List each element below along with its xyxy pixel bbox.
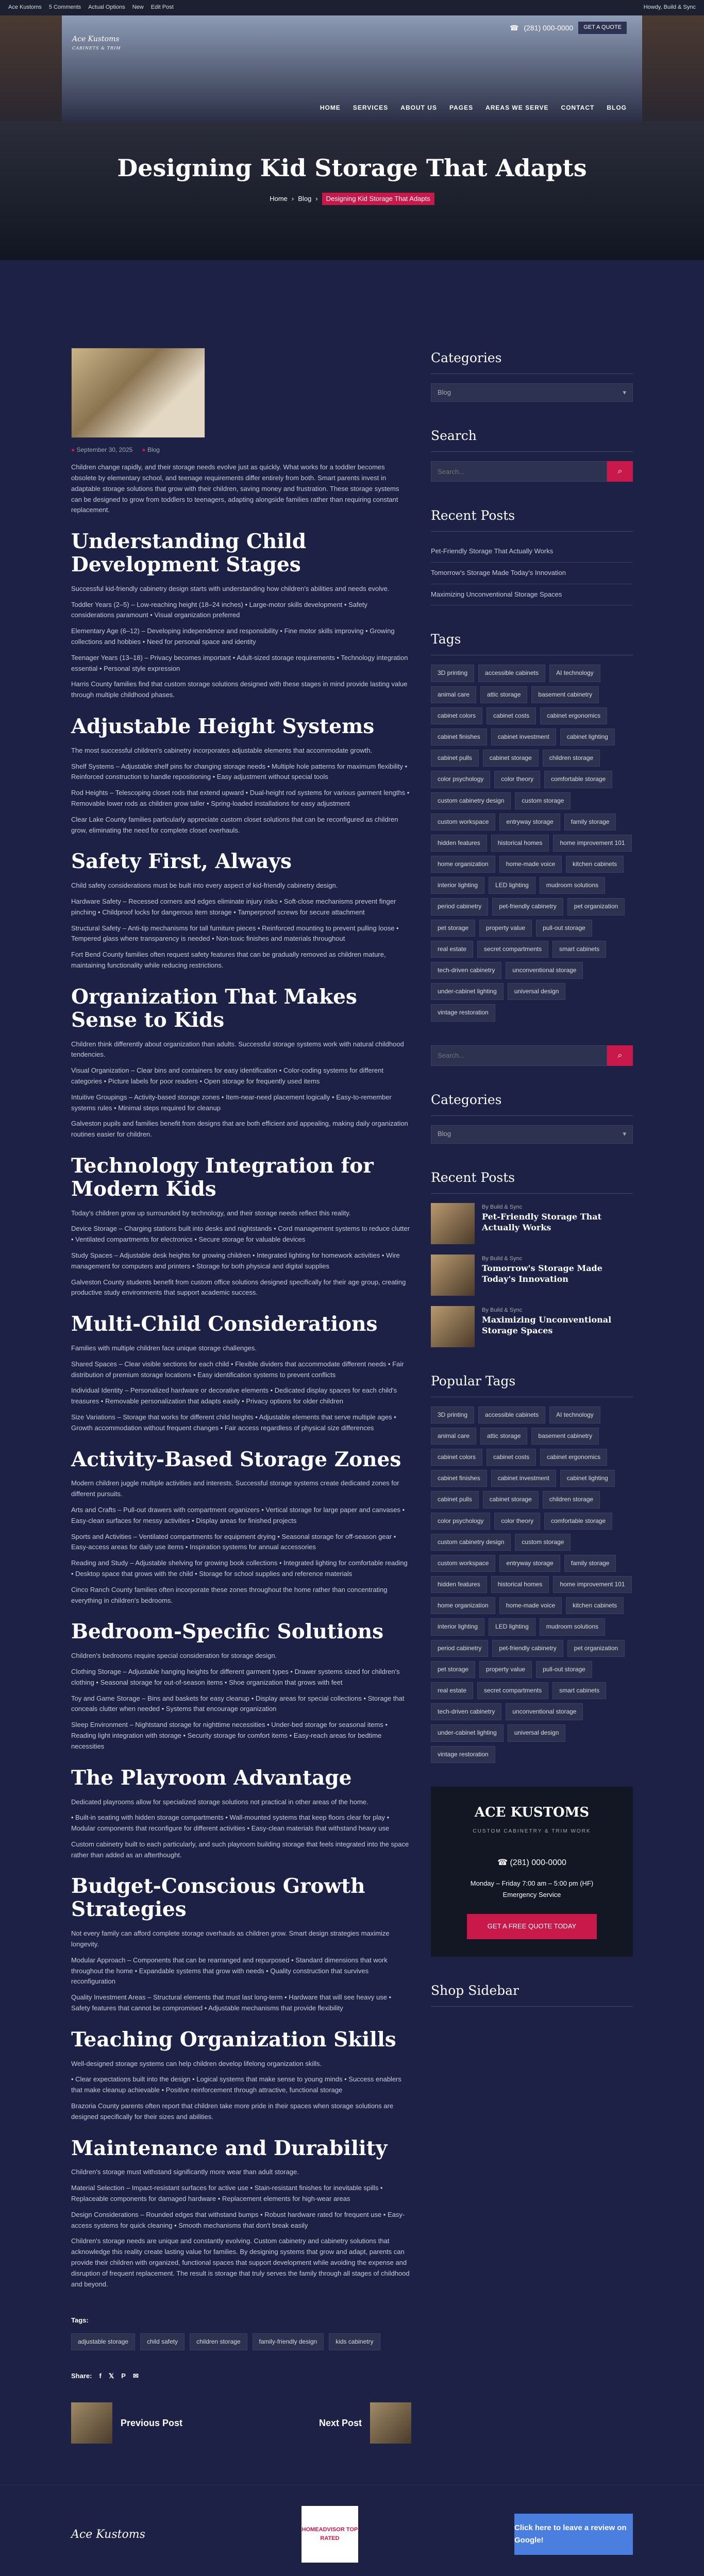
section-paragraph: Visual Organization – Clear bins and containers for easy identification • Color-coding systems for different categories • Picture labels for poor readers • Open storage for frequently used items — [71, 1066, 383, 1085]
tag-link[interactable]: cabinet storage — [483, 1491, 539, 1508]
section-paragraph: Toddler Years (2–5) – Low-reaching height (18–24 inches) • Large-motor skills development • Safety considerations paramount • Visual organization preferred — [71, 600, 367, 619]
tag-link[interactable]: home-made voice — [499, 856, 562, 873]
tag-link[interactable]: kitchen cabinets — [566, 856, 624, 873]
page-hero — [0, 121, 704, 260]
tag-link[interactable]: custom storage — [515, 792, 571, 809]
section-paragraph: Sleep Environment – Nightstand storage for nighttime necessities • Under-bed storage for seasonal items • Reading light integration with storage • Security storage for comfort items • Easy-reach areas for bedtime necessities — [71, 1721, 388, 1750]
tag-link[interactable]: period cabinetry — [431, 898, 488, 915]
tag-link[interactable]: vintage restoration — [431, 1004, 495, 1021]
tag-link[interactable]: cabinet lighting — [560, 728, 615, 745]
section-paragraph: Custom cabinetry built to each particularly, and such playroom building storage that feels integrated into the space rather than added as an afterthought. — [71, 1840, 409, 1859]
section-paragraph: Child safety considerations must be built into every aspect of kid-friendly cabinetry design. — [71, 882, 338, 890]
post-section — [71, 1620, 411, 1752]
tag-link[interactable]: unconventional storage — [506, 962, 583, 979]
tag-link[interactable]: mudroom solutions — [540, 877, 605, 894]
admin-new[interactable]: New — [132, 4, 144, 11]
nav-about[interactable]: ABOUT US — [400, 104, 437, 111]
tag-link[interactable]: under-cabinet lighting — [431, 983, 504, 1000]
tag-link[interactable]: pet-friendly cabinetry — [492, 898, 563, 915]
widget-title: Tags — [431, 629, 633, 655]
post-tags — [71, 2333, 411, 2350]
pinterest-icon[interactable]: P — [121, 2372, 126, 2380]
post-section — [71, 2137, 411, 2290]
post-thumb — [431, 1203, 475, 1244]
post-section — [71, 530, 411, 701]
tag-link[interactable]: pet-friendly cabinetry — [492, 1640, 563, 1657]
section-paragraph: Dedicated playrooms allow for specialized storage solutions not practical in other areas of the home. — [71, 1798, 368, 1806]
tag-link[interactable]: cabinet ergonomics — [540, 1449, 607, 1466]
shop-sidebar — [431, 1980, 633, 2007]
post-navigation — [71, 2402, 411, 2444]
page-title: Designing Kid Storage That Adapts — [117, 154, 587, 182]
section-paragraph: Elementary Age (6–12) – Developing independence and responsibility • Fine motor skills improving • Growing collections and hobbies • Need for personal space and identity — [71, 627, 395, 646]
tag-link[interactable]: tech-driven cabinetry — [431, 962, 501, 979]
email-icon[interactable]: ✉ — [132, 2372, 139, 2380]
section-paragraph: Material Selection – Impact-resistant surfaces for active use • Stain-resistant finishes for inevitable spills • Replaceable components for damaged hardware • Replacement elements for high-wear areas — [71, 2184, 383, 2203]
tag-link[interactable]: home improvement 101 — [553, 1576, 631, 1593]
prev-label: Previous Post — [121, 2417, 183, 2428]
recent-post-link[interactable]: Maximizing Unconventional Storage Spaces — [431, 584, 633, 606]
tag-link[interactable]: smart cabinets — [552, 941, 606, 958]
section-heading: Technology Integration for Modern Kids — [71, 1154, 374, 1201]
recent-post-card[interactable] — [431, 1255, 633, 1296]
tag-link[interactable]: accessible cabinets — [478, 1406, 545, 1423]
section-paragraph: Modular Approach – Components that can be rearranged and repurposed • Standard dimensions that work throughout the home • Expandable systems that grow with needs • Quality construction that survives reconfiguration — [71, 1956, 388, 1986]
tag-link[interactable]: children storage — [543, 750, 600, 767]
section-paragraph: Teenager Years (13–18) – Privacy becomes important • Adult-sized storage requirements • Technology integration essential • Personal style expression — [71, 653, 408, 672]
section-paragraph: Rod Heights – Telescoping closet rods that extend upward • Dual-height rod systems for various garment lengths • Removable lower rods as children grow taller • Spring-loaded installations for easy adjustment — [71, 789, 410, 808]
section-paragraph: • Clear expectations built into the design • Logical systems that make sense to young minds • Success enablers that make cleanup achievable • Positive reinforcement through attractive, functional storage — [71, 2075, 401, 2094]
tag-link[interactable]: cabinet colors — [431, 1449, 482, 1466]
admin-howdy[interactable]: Howdy, Build & Sync — [643, 4, 696, 11]
tag-link[interactable]: cabinet storage — [483, 750, 539, 767]
next-post[interactable] — [319, 2402, 411, 2444]
tag-link[interactable]: cabinet costs — [487, 1449, 536, 1466]
post-author: By Build & Sync — [482, 1255, 523, 1262]
section-paragraph: Galveston pupils and families benefit from designs that are both efficient and appealing, making daily organization routines easier for children. — [71, 1120, 408, 1139]
nav-services[interactable]: SERVICES — [353, 104, 389, 111]
tag-link[interactable]: children storage — [543, 1491, 600, 1508]
category-select[interactable] — [431, 383, 633, 402]
tag-cloud — [431, 665, 633, 1021]
footer-logo[interactable]: Ace Kustoms — [71, 2528, 145, 2541]
section-heading: Adjustable Height Systems — [71, 715, 375, 739]
section-heading: Multi-Child Considerations — [71, 1312, 378, 1336]
select-value: Blog — [438, 1130, 451, 1138]
post-intro: Children change rapidly, and their storage needs evolve just as quickly. What works for a toddler becomes obsolete by elementary school, and teenage requirements differ entirely from both. Smart parents invest in adaptable storage solutions that grow with their children, saving money and frustration. These storage systems can be designed to grow from toddlers to teenagers, adapting alongside families rather than requiring constant replacement. — [71, 463, 399, 514]
tag-link[interactable]: pet storage — [431, 920, 475, 937]
tag-link[interactable]: real estate — [431, 941, 473, 958]
sidebar — [431, 348, 633, 2464]
tag-link[interactable]: AI technology — [549, 665, 600, 682]
post-author: By Build & Sync — [482, 1307, 523, 1313]
section-paragraph: Clear Lake County families particularly appreciate custom closet solutions that can be reconfigured as children grow, eliminating the need for complete closet overhauls. — [71, 815, 398, 834]
tag-link[interactable]: property value — [479, 1661, 532, 1678]
admin-comments[interactable]: 5 Comments — [48, 4, 81, 11]
widget-title: Popular Tags — [431, 1371, 633, 1397]
widget-title: Categories — [431, 1090, 633, 1116]
tag-link[interactable]: pull-out storage — [536, 1661, 592, 1678]
section-heading: Activity-Based Storage Zones — [71, 1447, 401, 1471]
cta-brand: ACE KUSTOMS — [474, 1804, 590, 1820]
section-paragraph: Harris County families find that custom storage solutions designed with these stages in mind provide lasting value through multiple childhood phases. — [71, 680, 408, 699]
tag-link[interactable]: 3D printing — [431, 665, 474, 682]
tag-link[interactable]: comfortable storage — [544, 771, 612, 788]
tag-link[interactable]: kids cabinetry — [329, 2333, 380, 2350]
quote-button[interactable]: GET A QUOTE — [578, 22, 627, 34]
nav-home[interactable]: HOME — [320, 104, 341, 111]
recent-posts-widget — [431, 505, 633, 605]
tag-link[interactable]: AI technology — [549, 1406, 600, 1423]
post-section — [71, 1313, 411, 1433]
site-footer — [0, 2485, 704, 2576]
section-paragraph: Size Variations – Storage that works for different child heights • Adjustable elements that serve multiple ages • Growth accommodation without frequent changes • Fair access regardless of physical size differences — [71, 1413, 396, 1432]
admin-bar — [0, 0, 704, 15]
nav-contact[interactable]: CONTACT — [561, 104, 595, 111]
section-paragraph: Hardware Safety – Recessed corners and edges eliminate injury risks • Soft-close mechanisms prevent finger pinching • Childproof locks for dangerous item storage • Tamperproof screws for secure attachment — [71, 897, 396, 916]
tag-cloud — [431, 1406, 633, 1763]
post-section — [71, 715, 411, 836]
section-heading: Bedroom-Specific Solutions — [71, 1620, 384, 1644]
search-icon: ⌕ — [617, 1050, 623, 1060]
section-paragraph: Toy and Game Storage – Bins and baskets for easy cleanup • Display areas for special collections • Storage that conceals clutter when needed • Systems that encourage organization — [71, 1694, 405, 1713]
homeadvisor-badge[interactable]: HOMEADVISOR TOP RATED — [301, 2506, 358, 2563]
nav-areas[interactable]: AREAS WE SERVE — [485, 104, 549, 111]
post-title: Maximizing Unconventional Storage Spaces — [482, 1315, 612, 1335]
post-section — [71, 1875, 411, 2013]
tag-link[interactable]: comfortable storage — [544, 1513, 612, 1530]
post-thumb — [431, 1306, 475, 1347]
prev-post[interactable] — [71, 2402, 182, 2444]
phone-icon: ☎ — [497, 1858, 510, 1868]
section-paragraph: Shared Spaces – Clear visible sections for each child • Flexible dividers that accommodate different needs • Fair distribution of premium storage locations • Easy identification systems to prevent conflicts — [71, 1360, 404, 1379]
section-paragraph: Study Spaces – Adjustable desk heights for growing children • Integrated lighting for homework activities • Wire management for computers and printers • Storage for both physical and digital supplies — [71, 1251, 400, 1270]
tag-link[interactable]: home improvement 101 — [553, 835, 631, 852]
admin-edit-post[interactable]: Edit Post — [150, 4, 174, 11]
tag-link[interactable]: LED lighting — [489, 1618, 535, 1635]
search-button[interactable] — [607, 461, 633, 482]
next-label: Next Post — [319, 2417, 362, 2428]
tag-link[interactable]: color theory — [494, 771, 540, 788]
tag-link[interactable]: 3D printing — [431, 1406, 474, 1423]
tag-link[interactable]: custom workspace — [431, 814, 495, 831]
post-content — [71, 348, 411, 2464]
tag-link[interactable]: historical homes — [491, 835, 549, 852]
tag-link[interactable]: vintage restoration — [431, 1746, 495, 1763]
section-paragraph: Cinco Ranch County families often incorporate these zones throughout the home rather than concentrating everything in children's bedrooms. — [71, 1585, 388, 1604]
search-button[interactable] — [607, 1045, 633, 1066]
site-logo[interactable] — [72, 25, 129, 61]
admin-options[interactable]: Actual Options — [88, 4, 125, 11]
section-paragraph: Shelf Systems – Adjustable shelf pins for changing storage needs • Multiple hole patterns for maximum flexibility • Reinforced construction to handle repositioning • Easy adjustment without special tools — [71, 762, 408, 781]
featured-image — [71, 348, 205, 438]
cta-hours: Monday – Friday 7:00 am – 5:00 pm (HF) — [470, 1879, 594, 1887]
breadcrumb — [0, 193, 704, 206]
tag-link[interactable]: basement cabinetry — [531, 1428, 599, 1445]
select-value: Blog — [438, 388, 451, 396]
cta-phone-number: (281) 000-0000 — [510, 1858, 566, 1868]
site-header — [0, 15, 704, 121]
tag-link[interactable]: secret compartments — [477, 1682, 548, 1699]
nav-pages[interactable]: PAGES — [449, 104, 474, 111]
tag-link[interactable]: pet storage — [431, 1661, 475, 1678]
post-section — [71, 2028, 411, 2123]
recent-post-card[interactable] — [431, 1203, 633, 1244]
nav-blog[interactable]: BLOG — [607, 104, 627, 111]
section-paragraph: Families with multiple children face unique storage challenges. — [71, 1344, 257, 1352]
contact-cta — [431, 1787, 633, 1957]
section-paragraph: Children's storage must withstand significantly more wear than adult storage. — [71, 2168, 299, 2176]
section-paragraph: Children's bedrooms require special consideration for storage design. — [71, 1652, 277, 1660]
tag-link[interactable]: universal design — [508, 1724, 566, 1741]
category-select[interactable] — [431, 1125, 633, 1144]
chevron-right-icon: › — [291, 194, 294, 202]
section-heading: Teaching Organization Skills — [71, 2027, 396, 2052]
section-heading: Maintenance and Durability — [71, 2136, 388, 2160]
next-thumb — [370, 2402, 411, 2444]
widget-title: Categories — [431, 348, 633, 374]
tag-link[interactable]: animal care — [431, 686, 476, 703]
tag-link[interactable]: entryway storage — [499, 814, 560, 831]
tag-link[interactable]: home organization — [431, 856, 495, 873]
section-paragraph: • Built-in seating with hidden storage compartments • Wall-mounted systems that keep floors clear for play • Modular components that reconfigure for different activities • Easy-clean materials that withstand heavy use — [71, 1814, 390, 1833]
section-paragraph: Design Considerations – Rounded edges that withstand bumps • Robust hardware rated for frequent use • Easy-access systems for quick cleaning • Smooth mechanisms that don't break easily — [71, 2210, 405, 2229]
tag-link[interactable]: color psychology — [431, 771, 490, 788]
prev-thumb — [71, 2402, 112, 2444]
crumb-blog[interactable]: Blog — [298, 194, 312, 202]
tag-link[interactable]: cabinet investment — [491, 728, 556, 745]
tag-link[interactable]: tech-driven cabinetry — [431, 1703, 501, 1720]
tag-link[interactable]: cabinet pulls — [431, 750, 479, 767]
cta-tagline: CUSTOM CABINETRY & TRIM WORK — [473, 1828, 591, 1835]
post-sections — [71, 530, 411, 2290]
tag-link[interactable]: smart cabinets — [552, 1682, 606, 1699]
tag-link[interactable]: family-friendly design — [253, 2333, 324, 2350]
search-input[interactable] — [431, 461, 607, 482]
section-paragraph: Modern children juggle multiple activities and interests. Successful storage systems create dedicated zones for different pursuits. — [71, 1479, 399, 1498]
section-paragraph: Well-designed storage systems can help children develop lifelong organization skills. — [71, 2059, 322, 2067]
tag-link[interactable]: cabinet investment — [491, 1470, 556, 1487]
section-paragraph: The most successful children's cabinetry incorporates adjustable elements that accommodate growth. — [71, 746, 373, 754]
header-contact — [510, 22, 627, 34]
cta-phone[interactable] — [446, 1856, 617, 1870]
post-date: ● September 30, 2025 — [71, 445, 132, 455]
crumb-home[interactable]: Home — [270, 194, 288, 202]
section-heading: Budget-Conscious Growth Strategies — [71, 1874, 365, 1922]
tag-link[interactable]: under-cabinet lighting — [431, 1724, 504, 1741]
recent-post-link[interactable]: Tomorrow's Storage Made Today's Innovation — [431, 563, 633, 584]
logo-subtext: CABINETS & TRIM — [72, 45, 121, 50]
recent-post-card[interactable] — [431, 1306, 633, 1347]
facebook-icon[interactable]: f — [99, 2372, 102, 2380]
share-bar — [71, 2371, 411, 2382]
tag-link[interactable]: custom workspace — [431, 1555, 495, 1572]
post-category[interactable]: ● Blog — [142, 445, 160, 455]
tag-link[interactable]: LED lighting — [489, 877, 535, 894]
tag-link[interactable]: interior lighting — [431, 877, 484, 894]
tag-link[interactable]: cabinet lighting — [560, 1470, 615, 1487]
section-paragraph: Clothing Storage – Adjustable hanging heights for different garment types • Drawer systems sized for children's clothing • Seasonal storage for out-of-season items • Shoe organization that grows with feet — [71, 1668, 400, 1686]
tag-link[interactable]: home-made voice — [499, 1597, 562, 1614]
popular-tags-widget — [431, 1371, 633, 1763]
section-paragraph: Quality Investment Areas – Structural elements that must last long-term • Hardware that will see heavy use • Safety features that cannot be compromised • Adjustable mechanisms that provide flexibility — [71, 1993, 392, 2012]
section-paragraph: Children think differently about organization than adults. Successful storage systems work with natural childhood tendencies. — [71, 1040, 404, 1059]
tag-link[interactable]: attic storage — [480, 686, 527, 703]
section-paragraph: Today's children grow up surrounded by technology, and their storage needs reflect this reality. — [71, 1209, 351, 1217]
tag-link[interactable]: period cabinetry — [431, 1640, 488, 1657]
tag-link[interactable]: cabinet ergonomics — [540, 707, 607, 724]
widget-title: Recent Posts — [431, 1167, 633, 1194]
tag-link[interactable]: custom cabinetry design — [431, 1534, 511, 1551]
tag-link[interactable]: family storage — [564, 814, 616, 831]
tag-link[interactable]: mudroom solutions — [540, 1618, 605, 1635]
tag-link[interactable]: historical homes — [491, 1576, 549, 1593]
post-section — [71, 1767, 411, 1861]
tag-link[interactable]: hidden features — [431, 835, 487, 852]
chevron-down-icon: ▾ — [623, 388, 626, 396]
categories-widget-2 — [431, 1090, 633, 1144]
widget-title: Recent Posts — [431, 505, 633, 532]
tag-link[interactable]: attic storage — [480, 1428, 527, 1445]
tag-link[interactable]: real estate — [431, 1682, 473, 1699]
post-section — [71, 850, 411, 971]
tag-link[interactable]: property value — [479, 920, 532, 937]
admin-site-link[interactable]: Ace Kustoms — [8, 4, 42, 11]
tag-link[interactable]: secret compartments — [477, 941, 548, 958]
section-paragraph: Intuitive Groupings – Activity-based storage zones • Item-near-need placement logically • Easy-to-remember systems rules • Minimal steps required for cleanup — [71, 1093, 392, 1112]
post-section — [71, 986, 411, 1140]
tag-link[interactable]: hidden features — [431, 1576, 487, 1593]
section-paragraph: Reading and Study – Adjustable shelving for growing book collections • Integrated lighting for comfortable reading • Desktop space that grows with the child • Storage for school supplies and reference materials — [71, 1559, 408, 1578]
cta-emergency: Emergency Service — [502, 1891, 561, 1899]
tag-link[interactable]: children storage — [190, 2333, 247, 2350]
tag-link[interactable]: interior lighting — [431, 1618, 484, 1635]
tag-link[interactable]: animal care — [431, 1428, 476, 1445]
tag-link[interactable]: universal design — [508, 983, 566, 1000]
share-label: Share: — [71, 2372, 92, 2380]
tag-link[interactable]: color psychology — [431, 1513, 490, 1530]
tag-link[interactable]: basement cabinetry — [531, 686, 599, 703]
tag-link[interactable]: family storage — [564, 1555, 616, 1572]
tag-link[interactable]: color theory — [494, 1513, 540, 1530]
post-meta — [71, 445, 411, 455]
search-widget-2 — [431, 1045, 633, 1066]
tag-link[interactable]: adjustable storage — [71, 2333, 135, 2350]
tag-link[interactable]: cabinet costs — [487, 707, 536, 724]
tag-link[interactable]: accessible cabinets — [478, 665, 545, 682]
section-paragraph: Structural Safety – Anti-tip mechanisms for tall furniture pieces • Reinforced mounting to prevent pulling loose • Tempered glass where transparency is needed • Non-toxic finishes and materials throughout — [71, 924, 399, 943]
section-paragraph: Individual Identity – Personalized hardware or decorative elements • Dedicated display spaces for each child's treasures • Removable personalization that adapts easily • Privacy options for older children — [71, 1386, 397, 1405]
categories-widget — [431, 348, 633, 402]
section-heading: The Playroom Advantage — [71, 1766, 352, 1790]
chevron-down-icon: ▾ — [623, 1130, 626, 1138]
tag-link[interactable]: cabinet finishes — [431, 728, 487, 745]
tag-link[interactable]: cabinet pulls — [431, 1491, 479, 1508]
crumb-current: Designing Kid Storage That Adapts — [322, 193, 434, 206]
tag-link[interactable]: kitchen cabinets — [566, 1597, 624, 1614]
section-paragraph: Children's storage needs are unique and constantly evolving. Custom cabinetry and cabinetry solutions that acknowledge this reality create lasting value for families. By designing systems that grow and adapt, parents can provide their children with organized, functional spaces that support development while avoiding the expense and disruption of frequent replacement. The result is storage that truly serves the family through all stages of childhood and beyond. — [71, 2237, 410, 2288]
chevron-right-icon: › — [315, 194, 318, 202]
recent-post-link[interactable]: Pet-Friendly Storage That Actually Works — [431, 541, 633, 563]
post-section — [71, 1155, 411, 1298]
header-phone[interactable]: (281) 000-0000 — [524, 23, 574, 32]
widget-title: Shop Sidebar — [431, 1980, 633, 2007]
tag-link[interactable]: custom storage — [515, 1534, 571, 1551]
free-quote-button[interactable]: GET A FREE QUOTE TODAY — [467, 1914, 597, 1939]
section-paragraph: Fort Bend County families often request safety features that can be gradually removed as children mature, maintaining functionality while reducing restrictions. — [71, 951, 386, 970]
post-section — [71, 1448, 411, 1606]
tag-link[interactable]: pull-out storage — [536, 920, 592, 937]
tag-link[interactable]: child safety — [140, 2333, 185, 2350]
post-title: Pet-Friendly Storage That Actually Works — [482, 1212, 601, 1232]
google-review-badge[interactable]: Click here to leave a review on Google! — [514, 2514, 633, 2555]
tag-link[interactable]: home organization — [431, 1597, 495, 1614]
search-input[interactable] — [431, 1045, 607, 1066]
section-paragraph: Galveston County students benefit from custom office solutions designed specifically for their age group, creating productive study environments that support academic success. — [71, 1278, 406, 1297]
tags-widget — [431, 629, 633, 1021]
section-paragraph: Successful kid-friendly cabinetry design starts with understanding how children's abilities and needs evolve. — [71, 584, 390, 592]
section-paragraph: Brazoria County parents often report that children take more pride in their spaces when storage solutions are designed specifically for their sizes and abilities. — [71, 2102, 394, 2121]
section-paragraph: Not every family can afford complete storage overhauls as children grow. Smart design strategies maximize longevity. — [71, 1929, 390, 1948]
recent-posts-widget-2 — [431, 1167, 633, 1347]
tag-link[interactable]: cabinet finishes — [431, 1470, 487, 1487]
tag-link[interactable]: unconventional storage — [506, 1703, 583, 1720]
tags-label: Tags: — [71, 2316, 89, 2325]
tag-link[interactable]: entryway storage — [499, 1555, 560, 1572]
x-icon[interactable]: 𝕏 — [108, 2372, 114, 2380]
tag-link[interactable]: pet organization — [567, 1640, 625, 1657]
search-icon: ⌕ — [617, 467, 623, 476]
section-paragraph: Sports and Activities – Ventilated compartments for equipment drying • Seasonal storage for off-season gear • Easy-access areas for daily use items • Inspiration systems for annual accessories — [71, 1532, 396, 1551]
post-thumb — [431, 1255, 475, 1296]
widget-title: Search — [431, 426, 633, 452]
post-title: Tomorrow's Storage Made Today's Innovation — [482, 1263, 602, 1284]
section-heading: Safety First, Always — [71, 850, 292, 874]
section-paragraph: Arts and Crafts – Pull-out drawers with compartment organizers • Vertical storage for large paper and canvases • Easy-clean surfaces for messy activities • Display areas for finished projects — [71, 1506, 405, 1524]
logo-text: Ace Kustoms — [72, 35, 120, 44]
main-nav — [320, 103, 627, 113]
search-widget — [431, 426, 633, 482]
section-heading: Organization That Makes Sense to Kids — [71, 985, 357, 1032]
tag-link[interactable]: cabinet colors — [431, 707, 482, 724]
section-paragraph: Device Storage – Charging stations built into desks and nightstands • Cord management systems to reduce clutter • Ventilated compartments for electronics • Secure storage for valuable devices — [71, 1225, 410, 1244]
post-author: By Build & Sync — [482, 1204, 523, 1210]
tag-link[interactable]: custom cabinetry design — [431, 792, 511, 809]
tag-link[interactable]: pet organization — [567, 898, 625, 915]
section-heading: Understanding Child Development Stages — [71, 530, 307, 577]
phone-icon: ☎ — [510, 23, 519, 32]
